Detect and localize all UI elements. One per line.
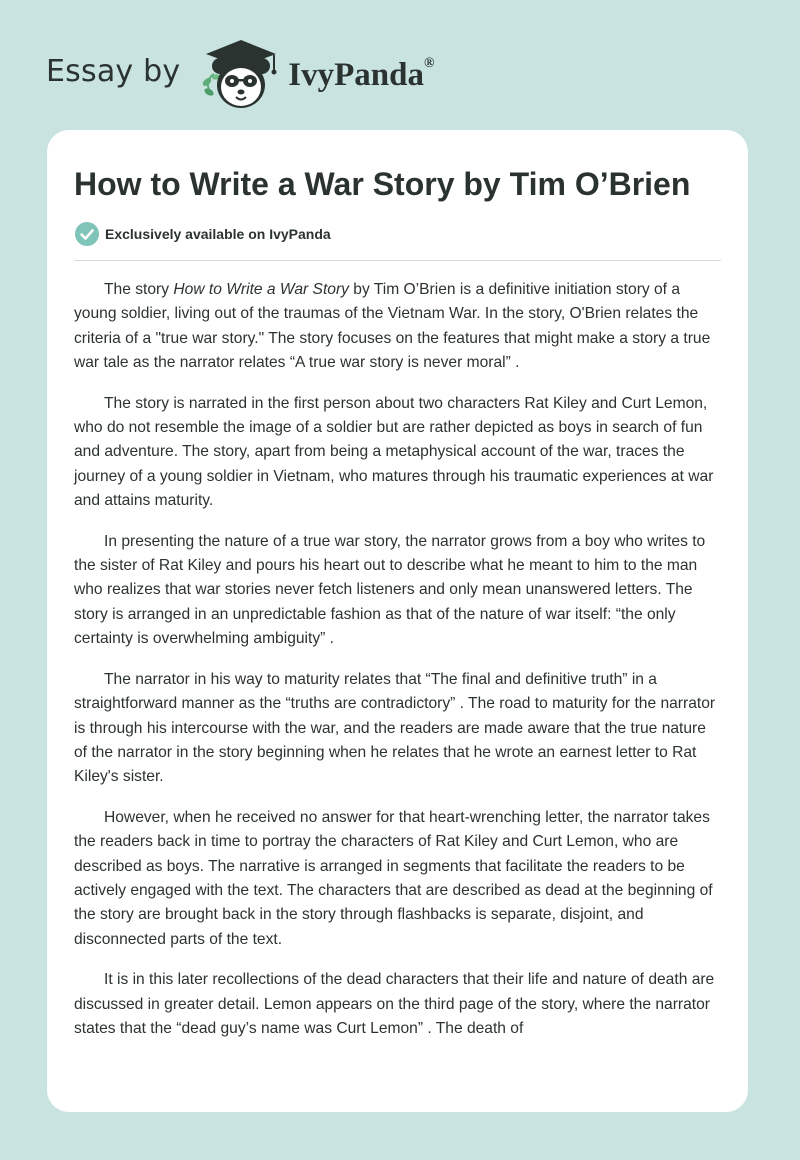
paragraph: The story How to Write a War Story by Tim O’Brien is a definitive initiation story of a young soldier, living out of the traumas of the Vietnam War. In the story, O'Brien relates the criteria of a "true war story." The story focuses on the features that might make a story a true war tale as the narrator relates “A true war story is never moral” . [74,281,711,372]
paragraph: The story is narrated in the first person about two characters Rat Kiley and Curt Lemon, who do not resemble the image of a soldier but are rather depicted as boys in search of fun and adventure. The story, apart from being a metaphysical account of the war, traces the journey of a young soldier in Vietnam, who matures through his traumatic experiences at war and attains maturity. [74,394,714,510]
badge-label: Exclusively available on IvyPanda [105,226,331,242]
paragraph: In presenting the nature of a true war story, the narrator grows from a boy who writes to the sister of Rat Kiley and pours his heart out to describe what he meant to him to the man who realizes that war stories never fetch listeners and only mean unanswered letters. The story is arranged in an unpredictable fashion as that of the nature of war itself: “the only certainty is overwhelming ambiguity” . [74,532,706,648]
essay-body [74,278,723,1057]
exclusive-badge [74,221,331,247]
divider [74,260,721,261]
brand-prefix: Essay by [46,53,181,89]
page-title: How to Write a War Story by Tim O’Brien [74,166,691,202]
checkmark-circle-icon [74,221,100,247]
panda-logo-icon [196,34,284,114]
essay-card [47,130,748,1112]
brand-header[interactable] [46,34,434,114]
paragraph: The narrator in his way to maturity relates that “The final and definitive truth” in a straightforward manner as the “truths are contradictory” . The road to maturity for the narrator is through his intercourse with the war, and the readers are made aware that the true nature of the narrator in the story beginning when he relates that he wrote an earnest letter to Rat Kiley's sister. [74,670,716,786]
paragraph: It is in this later recollections of the dead characters that their life and nature of death are discussed in greater detail. Lemon appears on the third page of the story, where the narrator states that the “dead guy’s name was Curt Lemon” . The death of [74,971,715,1037]
brand-name: IvyPanda® [288,55,435,93]
paragraph: However, when he received no answer for that heart-wrenching letter, the narrator takes the readers back in time to portray the characters of Rat Kiley and Curt Lemon, who are described as boys. The narrative is arranged in segments that facilitate the readers to be actively engaged with the text. The characters that are described as dead at the beginning of the story are brought back in the story through flashbacks is separate, disjoint, and disconnected parts of the text. [74,808,713,948]
